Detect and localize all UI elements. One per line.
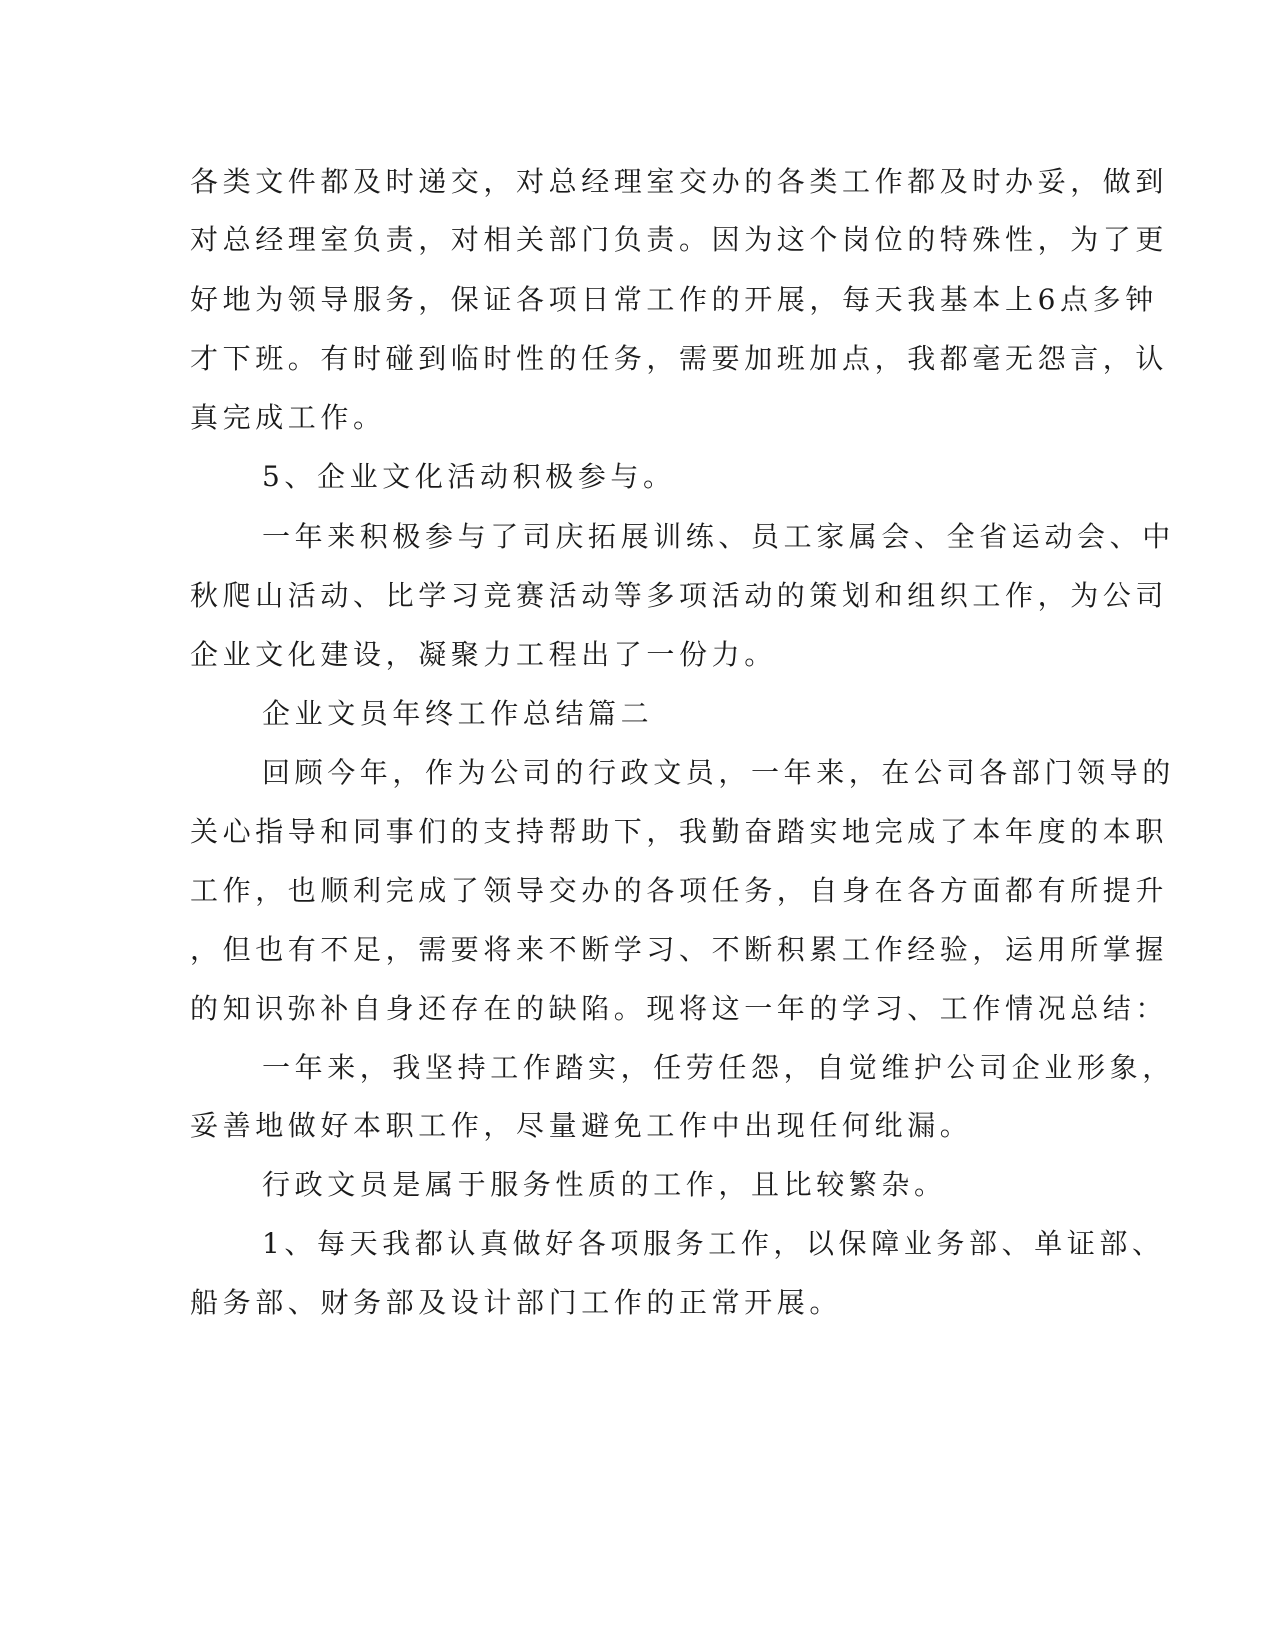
text-line-2: 对总经理室负责，对相关部门负责。因为这个岗位的特殊性，为了更 [190, 223, 1169, 256]
text-line-16: 一年来，我坚持工作踏实，任劳任怨，自觉维护公司企业形象， [262, 1051, 1175, 1084]
text-line-15: 的知识弥补自身还存在的缺陷。现将这一年的学习、工作情况总结： [190, 992, 1169, 1025]
text-line-7: 一年来积极参与了司庆拓展训练、员工家属会、全省运动会、中 [262, 520, 1175, 553]
text-line-1: 各类文件都及时递交，对总经理室交办的各类工作都及时办妥，做到 [190, 165, 1169, 198]
text-line-13: 工作，也顺利完成了领导交办的各项任务，自身在各方面都有所提升 [190, 874, 1169, 907]
text-line-9: 企业文化建设，凝聚力工程出了一份力。 [190, 638, 777, 671]
text-line-17: 妥善地做好本职工作，尽量避免工作中出现任何纰漏。 [190, 1109, 973, 1142]
text-line-12: 关心指导和同事们的支持帮助下，我勤奋踏实地完成了本年度的本职 [190, 815, 1169, 848]
section-title-part-two: 企业文员年终工作总结篇二 [262, 697, 654, 730]
text-line-14: ，但也有不足，需要将来不断学习、不断积累工作经验，运用所掌握 [190, 933, 1169, 966]
text-line-5: 真完成工作。 [190, 401, 386, 434]
text-line-4: 才下班。有时碰到临时性的任务，需要加班加点，我都毫无怨言，认 [190, 342, 1169, 375]
text-line-11: 回顾今年，作为公司的行政文员，一年来，在公司各部门领导的 [262, 756, 1175, 789]
text-line-8: 秋爬山活动、比学习竞赛活动等多项活动的策划和组织工作，为公司 [190, 579, 1169, 612]
text-line-18: 行政文员是属于服务性质的工作，且比较繁杂。 [262, 1168, 947, 1201]
section-heading-5: 5、企业文化活动积极参与。 [262, 460, 676, 493]
text-line-19: 1、每天我都认真做好各项服务工作，以保障业务部、单证部、 [262, 1227, 1165, 1260]
text-line-20: 船务部、财务部及设计部门工作的正常开展。 [190, 1286, 843, 1319]
text-line-3: 好地为领导服务，保证各项日常工作的开展，每天我基本上6点多钟 [190, 283, 1158, 316]
